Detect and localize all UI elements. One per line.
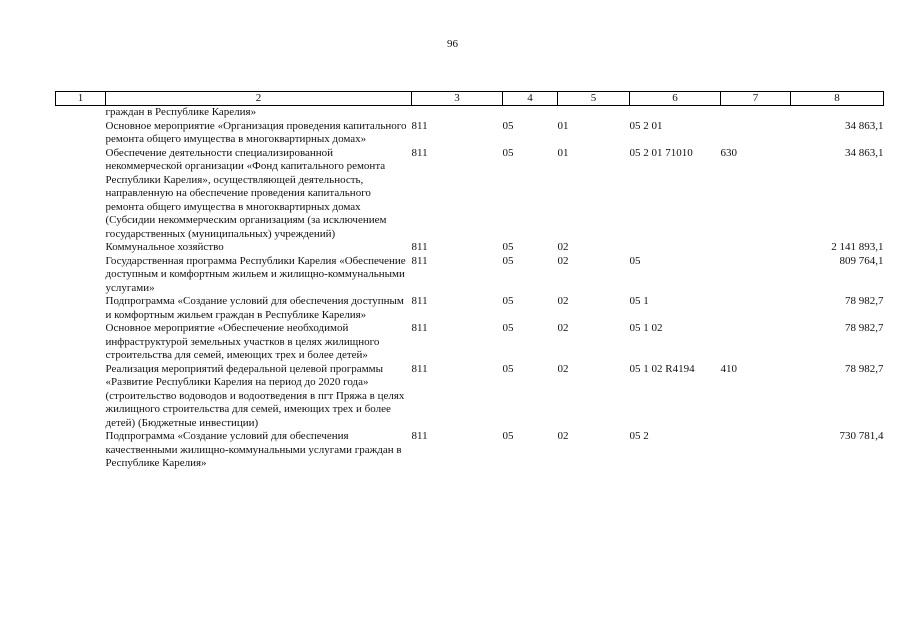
column-header-5: 5 — [558, 92, 630, 106]
row-section: 05 — [502, 295, 514, 307]
row-name: Основное мероприятие «Организация проведения капитального ремонта общего имущества в многоквартирных домах» — [105, 119, 407, 145]
row-ved: 811 — [411, 322, 428, 334]
table-row — [56, 241, 884, 255]
table-row — [56, 255, 884, 296]
row-expense-type — [721, 106, 791, 120]
row-expense-type: 410 — [720, 362, 737, 375]
row-target-code: 05 1 02 R4194 — [629, 362, 695, 375]
table-row — [56, 120, 884, 147]
column-header-6: 6 — [630, 92, 721, 106]
row-target-code: 05 1 02 — [629, 322, 663, 334]
row-expense-type — [721, 295, 791, 322]
row-name: Основное мероприятие «Обеспечение необходимой инфраструктурой земельных участков в целях жилищного строительства для семей, имеющих трех и более детей» — [105, 322, 380, 361]
row-expense-type: 630 — [720, 146, 737, 159]
row-ved: 811 — [411, 362, 428, 375]
row-amount: 730 781,4 — [839, 430, 884, 442]
budget-table — [55, 91, 884, 471]
row-section: 05 — [502, 146, 514, 159]
column-header-1: 1 — [56, 92, 106, 106]
row-name: Коммунальное хозяйство — [105, 241, 224, 253]
row-amount: 78 982,7 — [845, 295, 884, 307]
row-amount — [791, 106, 884, 120]
row-subsection: 02 — [557, 254, 569, 267]
row-name: граждан в Республике Карелия» — [105, 106, 257, 118]
table-row — [56, 147, 884, 242]
row-ved: 811 — [411, 295, 428, 307]
row-section: 05 — [502, 119, 514, 132]
row-amount: 78 982,7 — [845, 362, 884, 375]
column-header-7: 7 — [721, 92, 791, 106]
row-ved — [412, 106, 503, 120]
row-subsection: 02 — [557, 241, 569, 253]
row-name: Государственная программа Республики Карелия «Обеспечение доступным и комфортным жильем и жилищно-коммунальными услугами» — [105, 254, 406, 294]
row-name: Подпрограмма «Создание условий для обеспечения доступным и комфортным жильем граждан в Республике Карелия» — [105, 295, 404, 321]
row-name: Обеспечение деятельности специализированной некоммерческой организации «Фонд капитального ремонта Республики Карелия», осуществляющей деятельность, направленную на обеспечение проведения капитального ремонта общего имущества в многоквартирных домах (Субсидии некоммерческим организациям (за исключением государственных (муниципальных) учреждений) — [105, 146, 387, 240]
table-header-row — [56, 92, 884, 106]
row-target-code: 05 — [629, 254, 641, 267]
row-expense-type — [721, 430, 791, 471]
row-section: 05 — [502, 241, 514, 253]
row-target-code: 05 2 01 71010 — [629, 146, 693, 159]
row-expense-type — [721, 120, 791, 147]
row-subsection: 02 — [557, 322, 569, 334]
row-section: 05 — [502, 430, 514, 442]
table-row — [56, 106, 884, 120]
row-target-code: 05 2 — [629, 430, 649, 442]
row-subsection: 02 — [557, 362, 569, 375]
row-amount: 34 863,1 — [845, 119, 884, 132]
column-header-2: 2 — [106, 92, 412, 106]
row-target-code: 05 1 — [629, 295, 649, 307]
row-target-code: 05 2 01 — [629, 119, 663, 132]
row-expense-type — [721, 241, 791, 255]
row-target-code — [630, 241, 721, 255]
column-header-3: 3 — [412, 92, 503, 106]
row-subsection — [558, 106, 630, 120]
row-ved: 811 — [411, 254, 428, 267]
row-section: 05 — [502, 322, 514, 334]
row-ved: 811 — [411, 119, 428, 132]
row-expense-type — [721, 255, 791, 296]
row-ved: 811 — [411, 146, 428, 159]
row-target-code — [630, 106, 721, 120]
row-section — [503, 106, 558, 120]
row-name: Подпрограмма «Создание условий для обеспечения качественными жилищно-коммунальными услугами граждан в Республике Карелия» — [105, 430, 402, 469]
row-amount: 78 982,7 — [845, 322, 884, 334]
row-section: 05 — [502, 254, 514, 267]
page-number: 96 — [447, 38, 458, 50]
row-subsection: 01 — [557, 119, 569, 132]
column-header-4: 4 — [503, 92, 558, 106]
row-name: Реализация мероприятий федеральной целевой программы «Развитие Республики Карелия на период до 2020 года» (строительство водоводов и водоотведения в пгт Пряжа в целях жилищного строительства для семей, имеющих трех и более детей) (Бюджетные инвестиции) — [105, 362, 405, 429]
row-subsection: 01 — [557, 146, 569, 159]
table-row — [56, 322, 884, 363]
row-expense-type — [721, 322, 791, 363]
row-amount: 34 863,1 — [845, 146, 884, 159]
row-amount: 2 141 893,1 — [831, 241, 884, 253]
row-ved: 811 — [411, 241, 428, 253]
row-subsection: 02 — [557, 430, 569, 442]
row-ved: 811 — [411, 430, 428, 442]
table-row — [56, 430, 884, 471]
table-row — [56, 363, 884, 431]
table-row — [56, 295, 884, 322]
row-amount: 809 764,1 — [839, 254, 884, 267]
column-header-8: 8 — [791, 92, 884, 106]
row-section: 05 — [502, 362, 514, 375]
row-subsection: 02 — [557, 295, 569, 307]
